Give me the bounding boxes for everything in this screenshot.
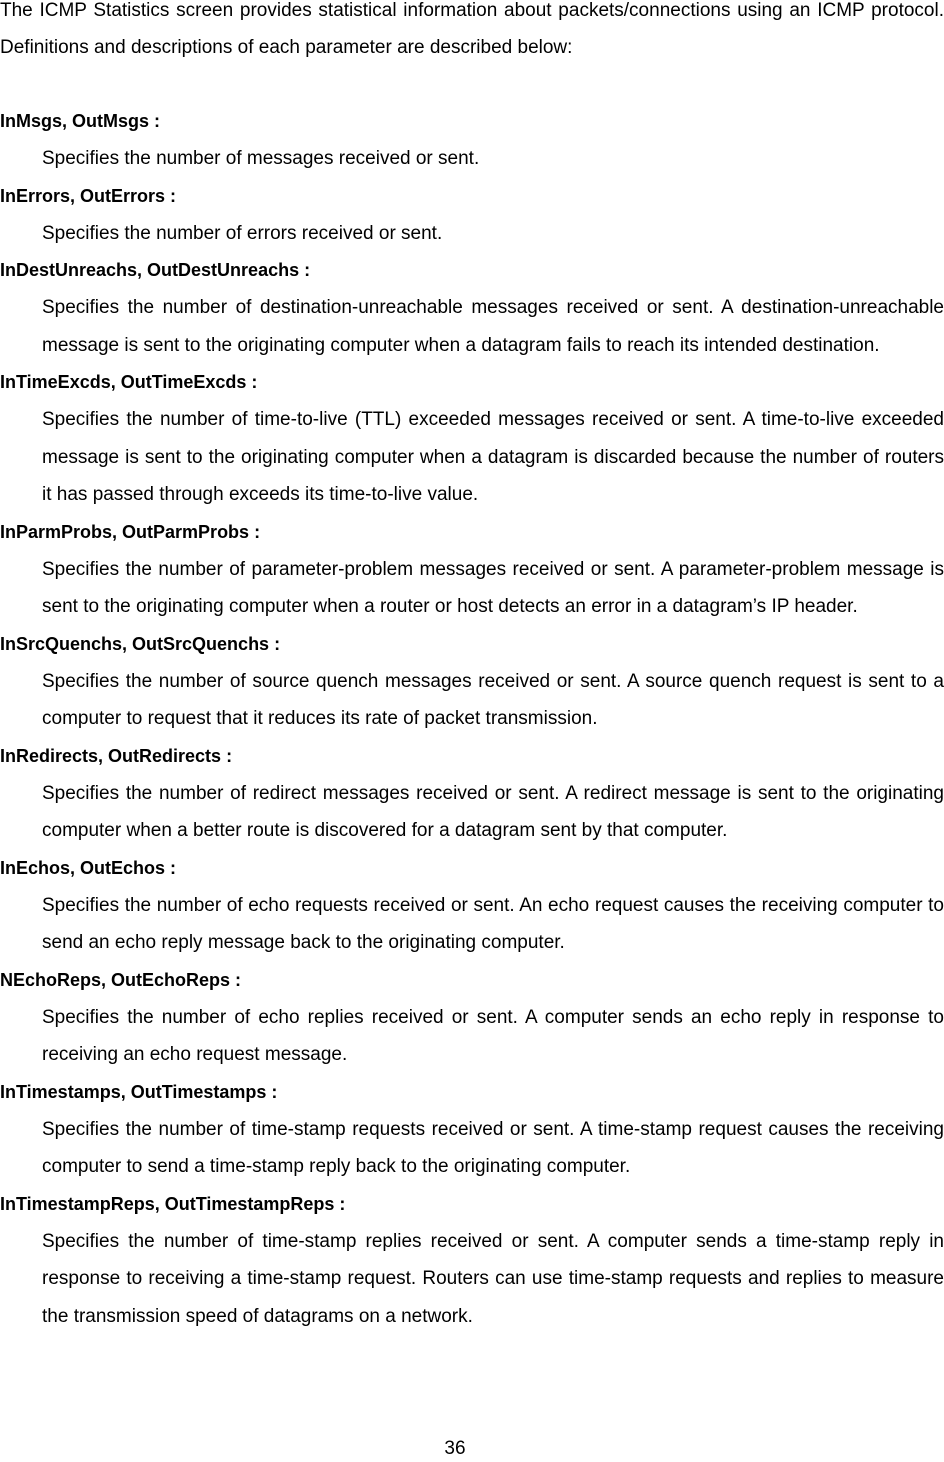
term-echo-reps: NEchoReps, OutEchoReps : (0, 969, 242, 990)
term-in-out-errors: InErrors, OutErrors : (0, 185, 177, 206)
term-in-out-time-excds: InTimeExcds, OutTimeExcds : (0, 372, 258, 392)
description-echo-reps: Specifies the number of echo replies received or sent. A computer sends an echo reply in response to receiving an echo request message. (42, 1006, 944, 1065)
term-in-out-src-quenchs: InSrcQuenchs, OutSrcQuenchs : (0, 633, 281, 654)
term-in-out-dest-unreachs: InDestUnreachs, OutDestUnreachs : (0, 260, 311, 280)
description-in-out-timestamps: Specifies the number of time-stamp requests received or sent. A time-stamp request causes the receiving computer to send a time-stamp reply back to the originating computer. (42, 1118, 944, 1177)
description-in-out-dest-unreachs: Specifies the number of destination-unreachable messages received or sent. A destination-unreachable message is sent to the originating computer when a datagram fails to reach its intended destination. (42, 297, 944, 356)
term-in-out-msgs: InMsgs, OutMsgs : (0, 111, 161, 131)
term-in-out-parm-probs: InParmProbs, OutParmProbs : (0, 521, 261, 542)
term-in-out-timestamps: InTimestamps, OutTimestamps : (0, 1081, 278, 1102)
intro-paragraph: The ICMP Statistics screen provides statistical information about packets/connections using an ICMP protocol. Definitions and descriptions of each parameter are described below: (0, 0, 944, 58)
description-in-out-errors: Specifies the number of errors received or sent. (42, 222, 443, 244)
description-in-out-src-quenchs: Specifies the number of source quench messages received or sent. A source quench request is sent to a computer to request that it reduces its rate of packet transmission. (42, 670, 944, 729)
description-in-out-timestamp-reps: Specifies the number of time-stamp replies received or sent. A computer sends a time-stamp reply in response to receiving a time-stamp request. Routers can use time-stamp requests and replies to measure the transmission speed of datagrams on a network. (42, 1230, 944, 1327)
description-in-out-echos: Specifies the number of echo requests received or sent. An echo request causes the receiving computer to send an echo reply message back to the originating computer. (42, 894, 944, 953)
description-in-out-time-excds: Specifies the number of time-to-live (TTL) exceeded messages received or sent. A time-to-live exceeded message is sent to the originating computer when a datagram is discarded because the number of routers it has passed through exceeds its time-to-live value. (42, 409, 944, 505)
page-number: 36 (444, 1438, 466, 1459)
description-in-out-msgs: Specifies the number of messages received or sent. (42, 148, 480, 169)
description-in-out-redirects: Specifies the number of redirect messages received or sent. A redirect message is sent to the originating computer when a better route is discovered for a datagram sent by that computer. (42, 782, 944, 841)
term-in-out-echos: InEchos, OutEchos : (0, 857, 177, 878)
term-in-out-timestamp-reps: InTimestampReps, OutTimestampReps : (0, 1193, 346, 1214)
term-in-out-redirects: InRedirects, OutRedirects : (0, 745, 233, 766)
definition-list (0, 103, 944, 1335)
description-in-out-parm-probs: Specifies the number of parameter-problem messages received or sent. A parameter-problem message is sent to the originating computer when a router or host detects an error in a datagram’s IP header. (42, 558, 944, 617)
